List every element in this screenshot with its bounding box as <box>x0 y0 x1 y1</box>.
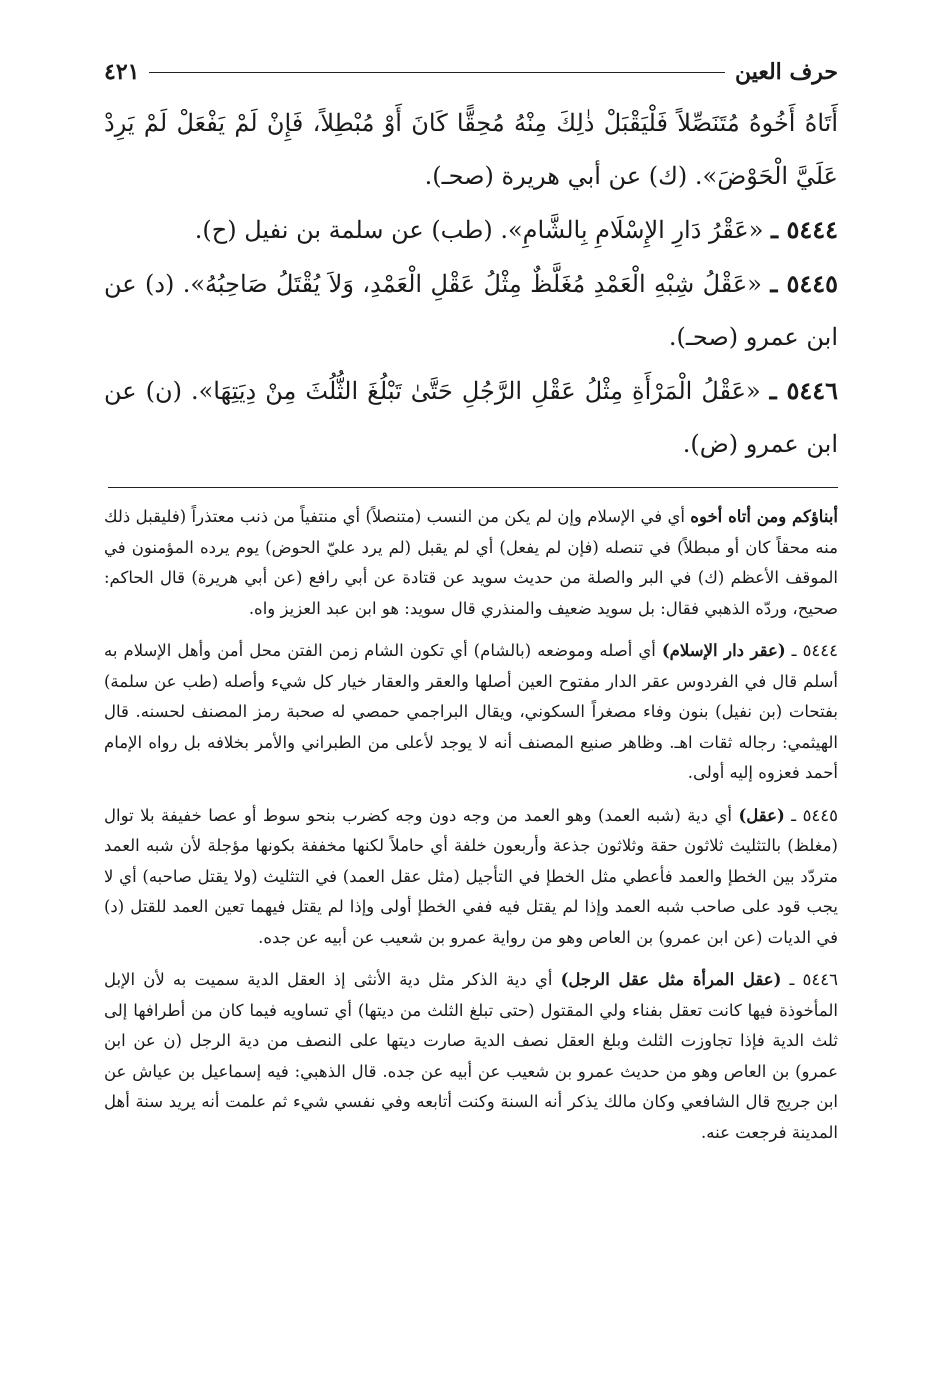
hadith-number: ٥٤٤٦ ـ <box>769 376 838 405</box>
commentary-text: أي أصله وموضعه (بالشام) أي تكون الشام زمن الفتن محل أمن وأهل الإسلام به أسلم قال في الفردوس عقر الدار مفتوح العين أصلها والعقر والعقار خيار كل شيء وأصله (طب عن سلمة) بفتحات (بن نفيل) بنون وفاء مصغراً السكوني، ويقال البراجمي حمصي له صحبة رمز المصنف لحسنه. قال الهيثمي: رجاله ثقات اهـ. وظاهر صنيع المصنف أنه لا يوجد لأعلى من الطبراني والأمر بخلافه بل رواه الإمام أحمد فعزوه إليه أولى. <box>104 641 838 782</box>
commentary-text: أي دية (شبه العمد) وهو العمد من وجه دون وجه كضرب بنحو سوط أو عصا خفيفة بلا توال (مغلظ) بالتثليث ثلاثون حقة وثلاثون جذعة وأربعون خلفة أي حاملاً لكنها مخففة بكونها مؤجلة لأن شبه العمد متردّد بين الخطإ والعمد فأعطي مثل الخطإ في التأجيل (مثل عقل العمد) في التثليث (ولا يقتل صاحبه) أي لا يجب قود على صاحب شبه العمد وإذا لم يقتل فيه ففي الخطإ أولى وإذا لم يقتل فيهما تعين العمد للقتل (د) في الديات (عن ابن عمرو) بن العاص وهو من رواية عمرو بن شعيب عن أبيه عن جده. <box>104 805 838 947</box>
hadith-entry <box>104 203 838 257</box>
hadith-text: أَتَاهُ أَخُوهُ مُتَنَصِّلاً فَلْيَقْبَلْ ذٰلِكَ مِنْهُ مُحِقًّا كَانَ أَوْ مُبْطِلاً، فَإِنْ لَمْ يَفْعَلْ لَمْ يَرِدْ عَلَيَّ الْحَوْضَ». (ك) عن أبي هريرة (صحـ). <box>104 109 838 190</box>
commentary-keyword: (عقر دار الإسلام) <box>661 641 786 660</box>
commentary-keyword: أبناؤكم ومن أتاه أخوه <box>690 507 838 526</box>
header-rule <box>149 72 725 73</box>
commentary-number: ٥٤٤٦ ـ <box>781 970 838 989</box>
chapter-title: حرف العين <box>734 59 838 85</box>
hadith-text: «عَقْرُ دَارِ الإِسْلَامِ بِالشَّامِ». (طب) عن سلمة بن نفيل (ح). <box>194 216 764 244</box>
commentary-number: ٥٤٤٥ ـ <box>784 805 839 825</box>
commentary-keyword: (عقل المرأة مثل عقل الرجل) <box>560 970 782 989</box>
hadith-number: ٥٤٤٤ ـ <box>771 215 838 244</box>
hadith-entry <box>104 364 838 471</box>
hadith-section <box>104 96 838 471</box>
page-number: ٤٢١ <box>104 59 140 85</box>
hadith-entry <box>104 257 838 364</box>
hadith-number: ٥٤٤٥ ـ <box>770 269 838 298</box>
section-divider <box>108 487 838 488</box>
commentary-paragraph <box>104 502 838 624</box>
commentary-paragraph <box>104 801 838 954</box>
commentary-text: أي دية الذكر مثل دية الأنثى إذ العقل الدية سميت به لأن الإبل المأخوذة فيها كانت تعقل بفناء ولي المقتول (حتى تبلغ الثلث من ديتها) أي تساويه فيما كان من أطرافها إلى ثلث الدية فإذا تجاوزت الثلث وبلغ العقل نصف الدية صارت ديتها على النصف من دية الرجل (ن عن ابن عمرو) بن العاص وهو من حديث عمرو بن شعيب عن أبيه عن جده. قال الذهبي: فيه إسماعيل بن عياش عن ابن جريج قال الشافعي وكان مالك يذكر أنه السنة وكنت أتابعه وفي نفسي شيء ثم علمت أنه يريد سنة أهل المدينة فرجعت عنه. <box>104 970 838 1142</box>
commentary-keyword: (عقل) <box>738 805 785 825</box>
running-header <box>104 52 838 92</box>
commentary-section <box>104 502 838 1148</box>
book-page <box>104 52 838 1160</box>
hadith-entry <box>104 96 838 203</box>
commentary-paragraph <box>104 965 838 1148</box>
hadith-text: «عَقْلُ شِبْهِ الْعَمْدِ مُغَلَّظٌ مِثْلُ عَقْلِ الْعَمْدِ، وَلاَ يُقْتَلُ صَاحِبُهُ». (د) عن ابن عمرو (صحـ). <box>104 270 838 351</box>
hadith-text: «عَقْلُ الْمَرْأَةِ مِثْلُ عَقْلِ الرَّجُلِ حَتَّىٰ تَبْلُغَ الثُّلُثَ مِنْ دِيَتِهَا». (ن) عن ابن عمرو (ض). <box>104 377 838 458</box>
commentary-text: أي في الإسلام وإن لم يكن من النسب (متنصلاً) أي منتفياً من ذنب معتذراً (فليقبل ذلك منه محقاً كان أو مبطلاً) في تنصله (فإن لم يفعل) أي لم يقبل (لم يرد عليّ الحوض) يوم يرده المؤمنون في الموقف الأعظم (ك) في البر والصلة من حديث سويد عن قتادة عن أبي رافع (عن أبي هريرة) قال الحاكم: صحيح، وردّه الذهبي فقال: بل سويد ضعيف والمنذري قال سويد: هو ابن عبد العزيز واه. <box>104 507 838 618</box>
commentary-number: ٥٤٤٤ ـ <box>785 641 839 660</box>
commentary-paragraph <box>104 636 838 789</box>
